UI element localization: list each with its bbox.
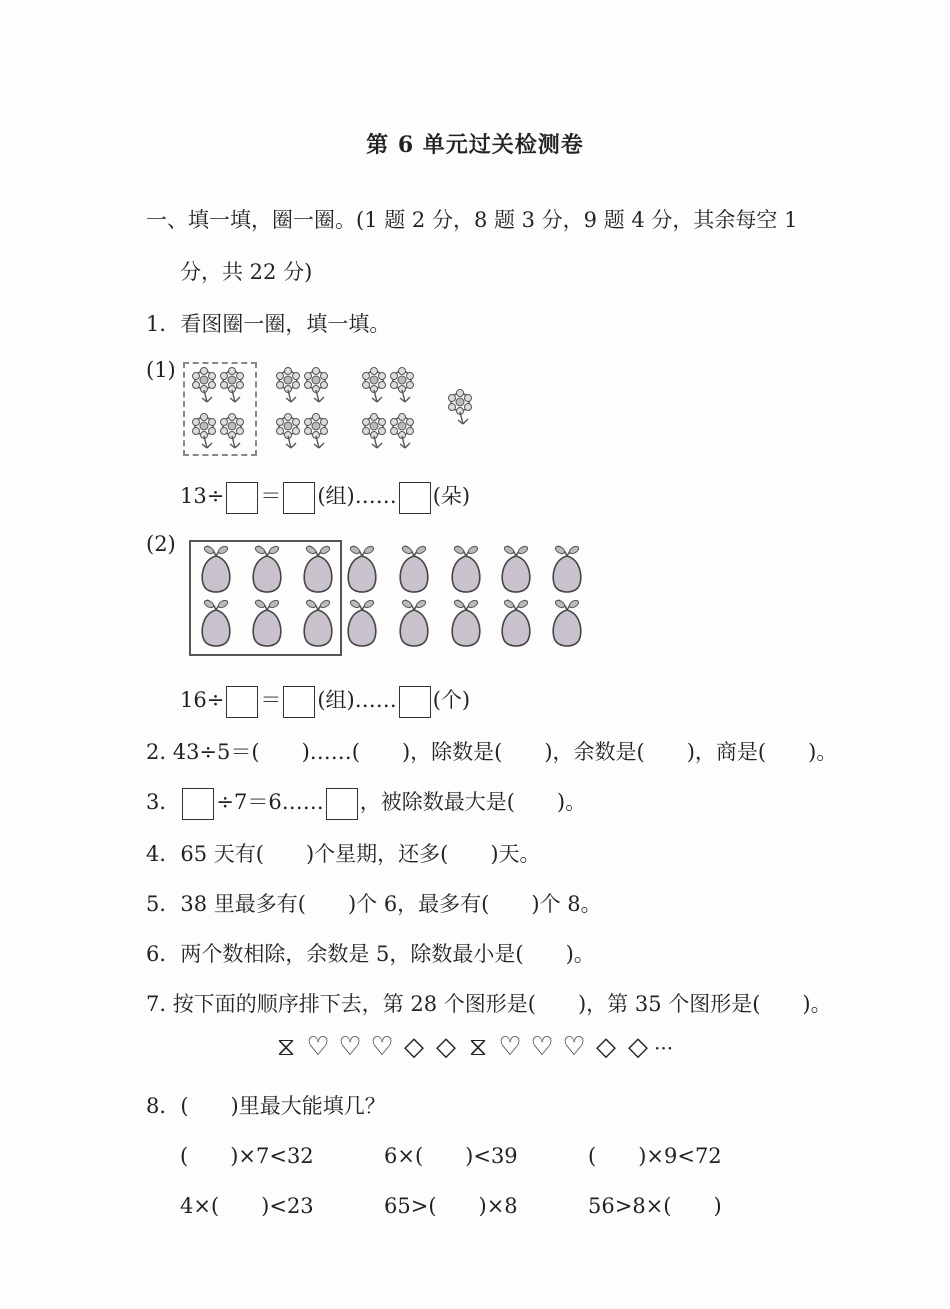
answer-box-remainder[interactable] <box>399 482 431 514</box>
heart-shape: ♡ <box>530 1032 554 1062</box>
diamond-shape: ◇ <box>596 1032 616 1062</box>
hourglass-shape: ⧖ <box>468 1032 488 1062</box>
formula2-dividend: 16÷ <box>180 688 225 712</box>
answer-box-quotient-2[interactable] <box>283 686 315 718</box>
question-1-part2-formula <box>180 684 470 718</box>
section-heading-line1: 一、填一填，圈一圈。(1 题 2 分，8 题 3 分，9 题 4 分，其余每空 1 <box>146 208 798 232</box>
answer-box-divisor[interactable] <box>226 482 258 514</box>
section-heading-line2: 分，共 22 分) <box>180 260 313 284</box>
question-6-text: 6．两个数相除，余数是 5，除数最小是( )。 <box>146 942 595 966</box>
diamond-shape: ◇ <box>628 1032 648 1062</box>
formula1-dividend: 13÷ <box>180 484 225 508</box>
q8-item: 65>( )×8 <box>384 1194 518 1218</box>
question-3-suffix: ，被除数最大是( )。 <box>359 790 587 814</box>
question-1-part1-formula <box>180 480 470 514</box>
q8-item: ( )×9<72 <box>588 1144 722 1168</box>
page-title: 第 6 单元过关检测卷 <box>366 132 584 158</box>
shape-sequence <box>270 1032 673 1063</box>
question-3-prefix: 3． <box>146 790 181 814</box>
pears-illustration <box>190 540 600 655</box>
flowers-illustration <box>180 360 500 460</box>
question-8-text: 8．( )里最大能填几？ <box>146 1094 386 1118</box>
formula2-unit-group: (组)…… <box>317 688 397 712</box>
question-3 <box>146 786 586 820</box>
formula1-equals: ＝ <box>260 484 282 508</box>
question-1-part1-label: (1) <box>146 358 176 382</box>
q8-item: 4×( )<23 <box>180 1194 314 1218</box>
question-5-text: 5．38 里最多有( )个 6，最多有( )个 8。 <box>146 892 602 916</box>
answer-box-quotient[interactable] <box>283 482 315 514</box>
diamond-shape: ◇ <box>404 1032 424 1062</box>
heart-shape: ♡ <box>306 1032 330 1062</box>
formula1-unit-group: (组)…… <box>317 484 397 508</box>
formula2-equals: ＝ <box>260 688 282 712</box>
formula2-unit-item: (个) <box>432 688 471 712</box>
hourglass-shape: ⧖ <box>276 1032 296 1062</box>
q8-item: ( )×7<32 <box>180 1144 314 1168</box>
question-3-mid: ÷7＝6…… <box>216 790 324 814</box>
diamond-shape: ◇ <box>436 1032 456 1062</box>
heart-shape: ♡ <box>338 1032 362 1062</box>
question-7-text: 7. 按下面的顺序排下去，第 28 个图形是( )，第 35 个图形是( )。 <box>146 992 832 1016</box>
answer-box-remainder-2[interactable] <box>399 686 431 718</box>
question-1-text: 1．看图圈一圈，填一填。 <box>146 312 391 336</box>
heart-shape: ♡ <box>562 1032 586 1062</box>
sequence-ellipsis: ··· <box>654 1036 674 1060</box>
question-4-text: 4．65 天有( )个星期，还多( )天。 <box>146 842 541 866</box>
answer-box-dividend[interactable] <box>182 788 214 820</box>
answer-box-divisor-2[interactable] <box>226 686 258 718</box>
heart-shape: ♡ <box>370 1032 394 1062</box>
heart-shape: ♡ <box>498 1032 522 1062</box>
q8-item: 6×( )<39 <box>384 1144 518 1168</box>
formula1-unit-flower: (朵) <box>432 484 471 508</box>
answer-box-remainder-q3[interactable] <box>326 788 358 820</box>
q8-item: 56>8×( ) <box>588 1194 722 1218</box>
question-2-text: 2. 43÷5＝( )……( )，除数是( )，余数是( )，商是( )。 <box>146 740 838 764</box>
question-1-part2-label: (2) <box>146 532 176 556</box>
